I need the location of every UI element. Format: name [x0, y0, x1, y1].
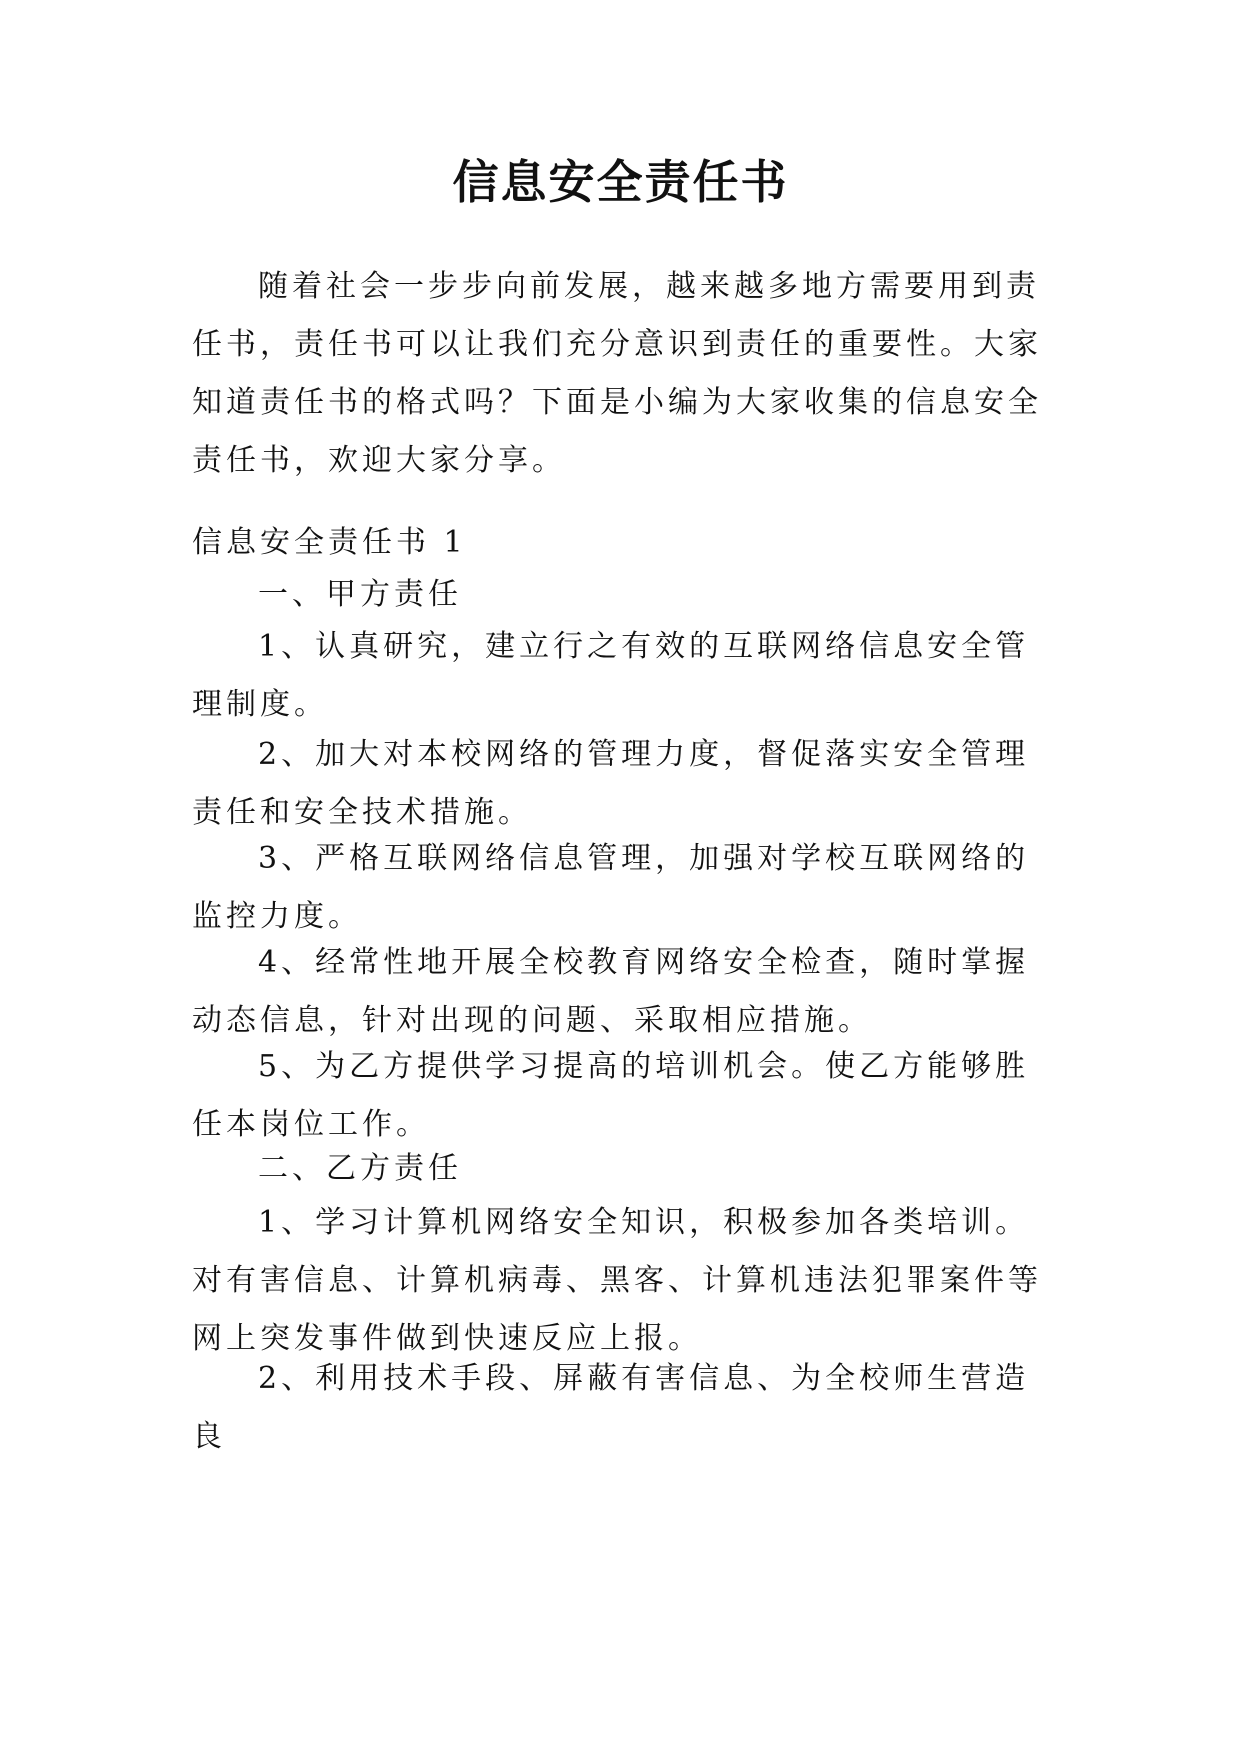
party-b-item-2: 2、利用技术手段、屏蔽有害信息、为全校师生营造良 — [192, 1361, 1030, 1454]
section-title: 信息安全责任书 1 — [192, 525, 467, 560]
party-a-item-3: 3、严格互联网络信息管理，加强对学校互联网络的监控力度。 — [192, 841, 1030, 934]
party-a-item-5: 5、为乙方提供学习提高的培训机会。使乙方能够胜任本岗位工作。 — [192, 1049, 1030, 1142]
party-a-item-2: 2、加大对本校网络的管理力度，督促落实安全管理责任和安全技术措施。 — [192, 737, 1030, 830]
party-b-heading: 二、乙方责任 — [258, 1151, 462, 1186]
party-a-item-4: 4、经常性地开展全校教育网络安全检查，随时掌握动态信息，针对出现的问题、采取相应措施。 — [192, 945, 1030, 1038]
party-a-heading: 一、甲方责任 — [258, 577, 462, 612]
party-a-item-1: 1、认真研究，建立行之有效的互联网络信息安全管理制度。 — [192, 629, 1030, 722]
intro-paragraph: 随着社会一步步向前发展，越来越多地方需要用到责任书，责任书可以让我们充分意识到责任的重要性。大家知道责任书的格式吗？下面是小编为大家收集的信息安全责任书，欢迎大家分享。 — [192, 269, 1042, 478]
document-title: 信息安全责任书 — [452, 155, 789, 209]
party-b-item-1: 1、学习计算机网络安全知识，积极参加各类培训。对有害信息、计算机病毒、黑客、计算机违法犯罪案件等网上突发事件做到快速反应上报。 — [192, 1205, 1042, 1356]
